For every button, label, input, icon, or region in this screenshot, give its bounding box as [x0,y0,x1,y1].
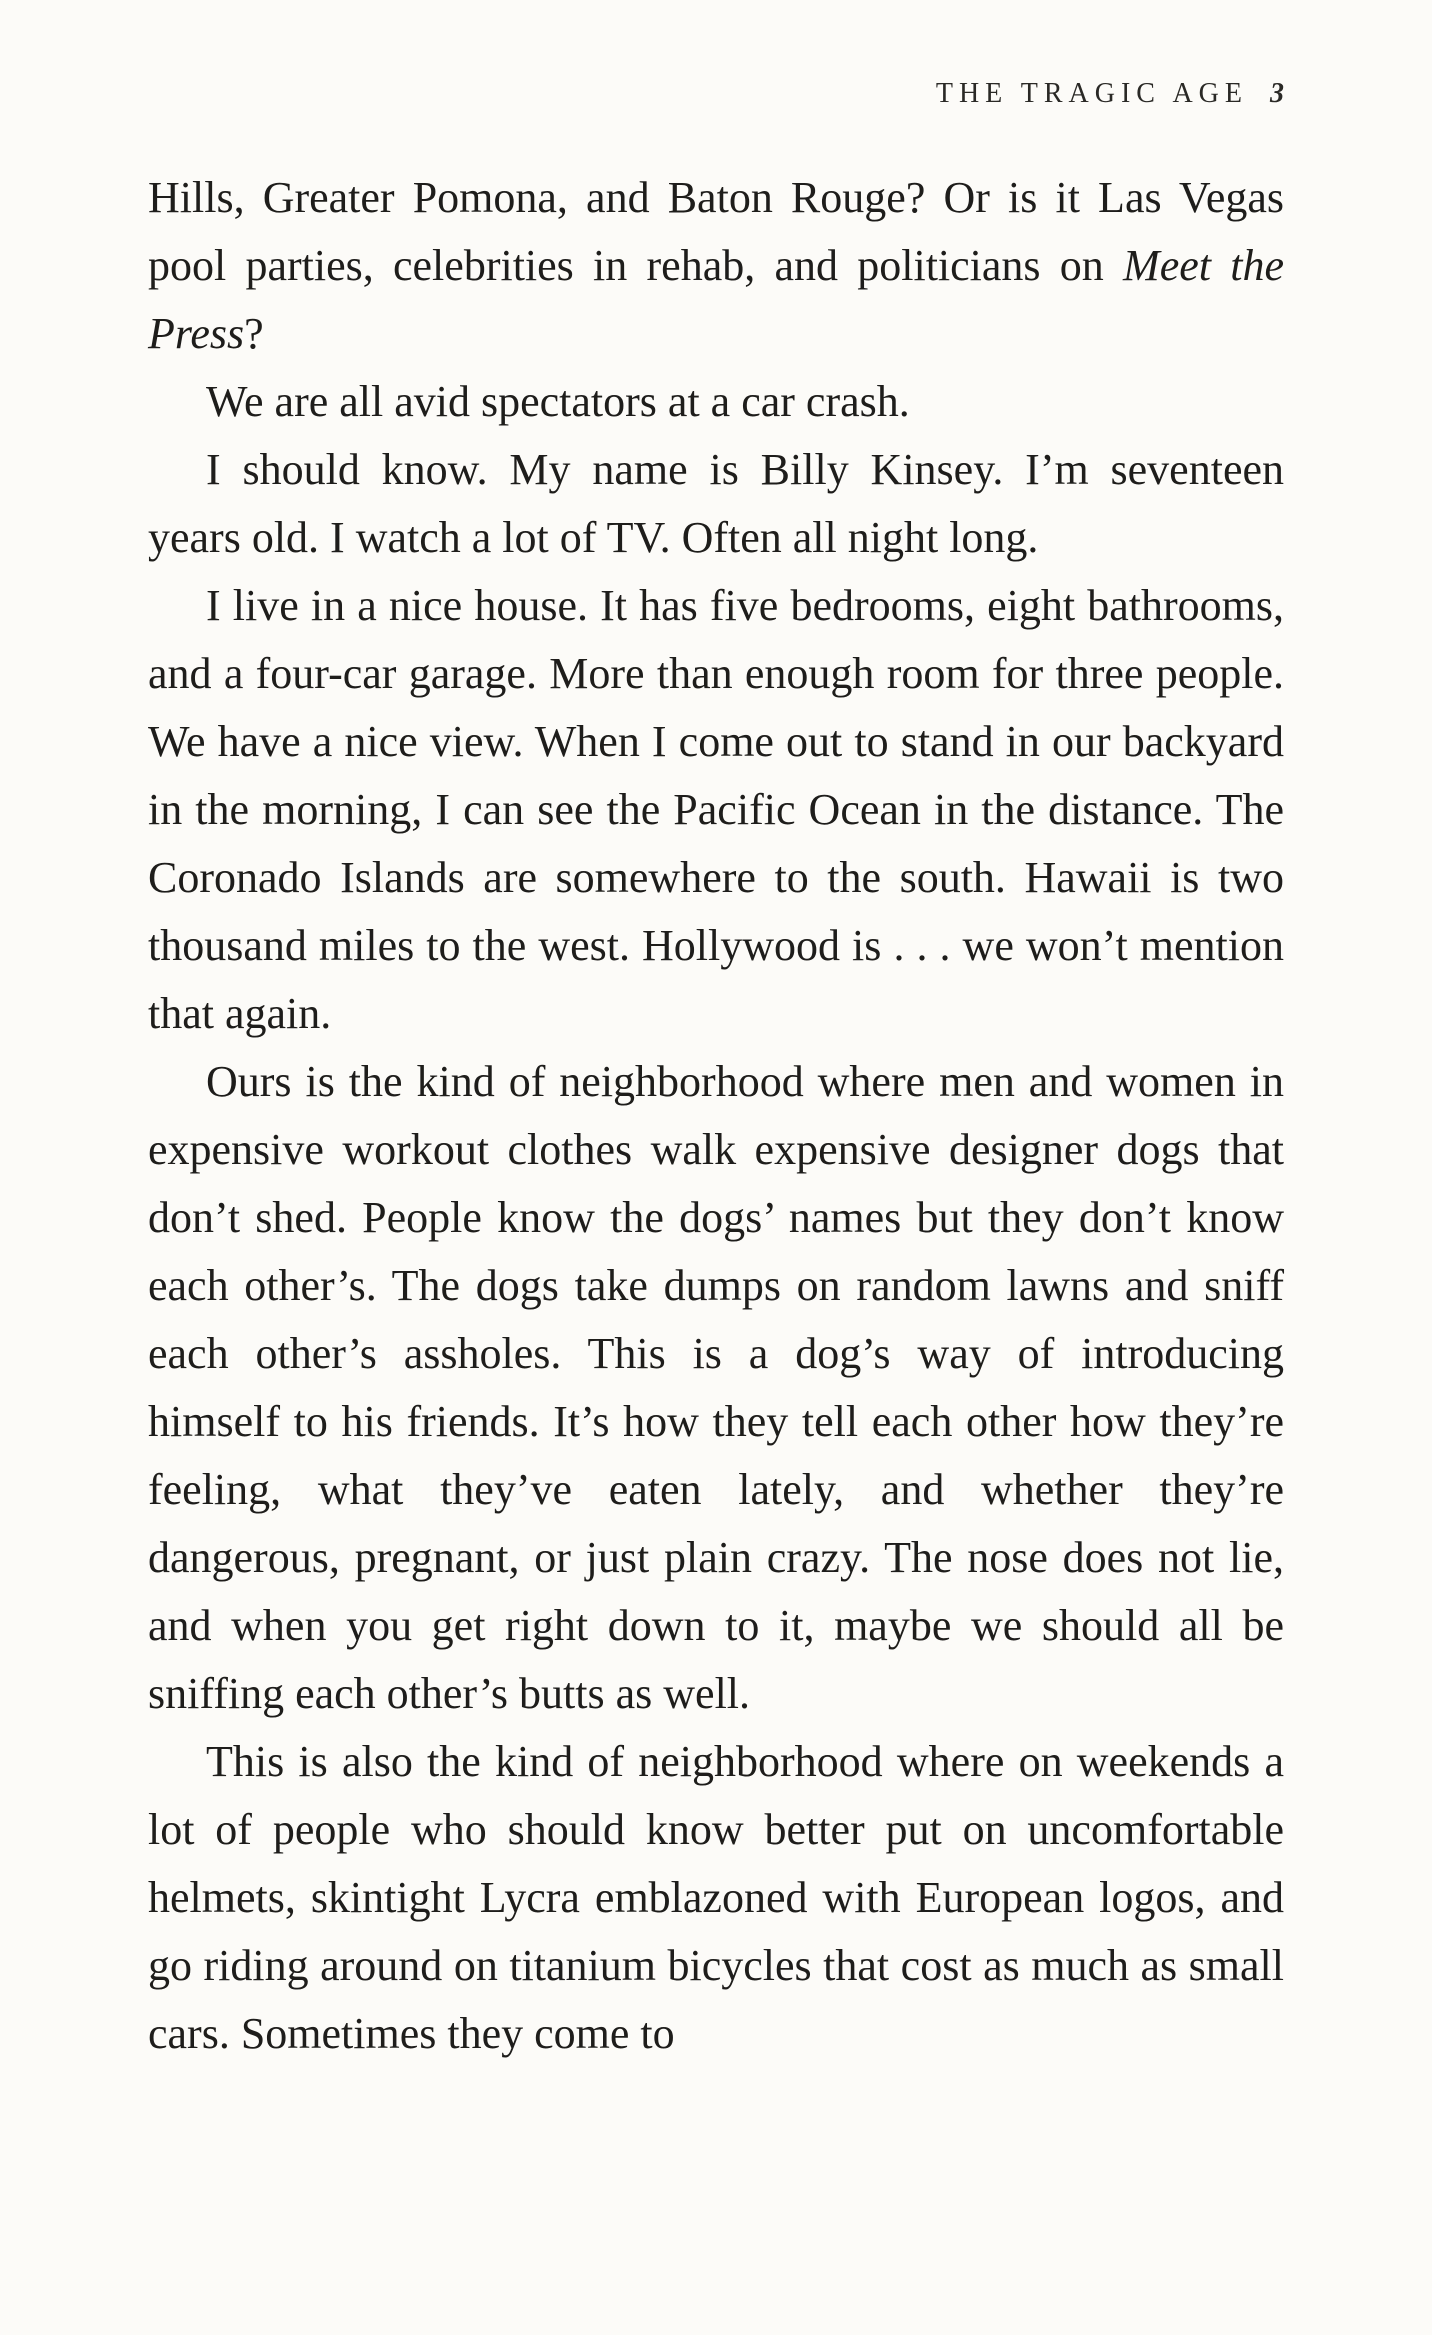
italic-text: Meet the Press [148,241,1284,358]
text-run: I should know. My name is Billy Kinsey. I’m seventeen years old. I watch a lot of TV. Often all night long. [148,445,1284,562]
text-run: Ours is the kind of neighborhood where men and women in expensive workout clothes walk expensive designer dogs that don’t shed. People know the dogs’ names but they don’t know each other’s. The dogs take dumps on random lawns and sniff each other’s assholes. This is a dog’s way of introducing himself to his friends. It’s how they tell each other how they’re feeling, what they’ve eaten lately, and whether they’re dangerous, pregnant, or just plain crazy. The nose does not lie, and when you get right down to it, maybe we should all be sniffing each other’s butts as well. [148,1057,1284,1718]
paragraph [148,164,1284,368]
paragraph [148,436,1284,572]
paragraph [148,1728,1284,2068]
text-run: Hills, Greater Pomona, and Baton Rouge? Or is it Las Vegas pool parties, celebrities in rehab, and politicians on [148,173,1284,290]
running-head [936,78,1284,110]
text-run: We are all avid spectators at a car crash. [206,377,910,426]
paragraph [148,572,1284,1048]
paragraph [148,368,1284,436]
running-head-title: THE TRAGIC AGE [935,78,1248,109]
body-text [148,164,1284,2068]
paragraph [148,1048,1284,1728]
text-run: ? [244,309,264,358]
page-number: 3 [1270,78,1284,109]
text-run: This is also the kind of neighborhood where on weekends a lot of people who should know better put on uncomfortable helmets, skintight Lycra emblazoned with European logos, and go riding around on titanium bicycles that cost as much as small cars. Sometimes they come to [148,1737,1284,2058]
text-run: I live in a nice house. It has five bedrooms, eight bathrooms, and a four-car garage. More than enough room for three people. We have a nice view. When I come out to stand in our backyard in the morning, I can see the Pacific Ocean in the distance. The Coronado Islands are somewhere to the south. Hawaii is two thousand miles to the west. Hollywood is . . . we won’t mention that again. [148,581,1284,1038]
